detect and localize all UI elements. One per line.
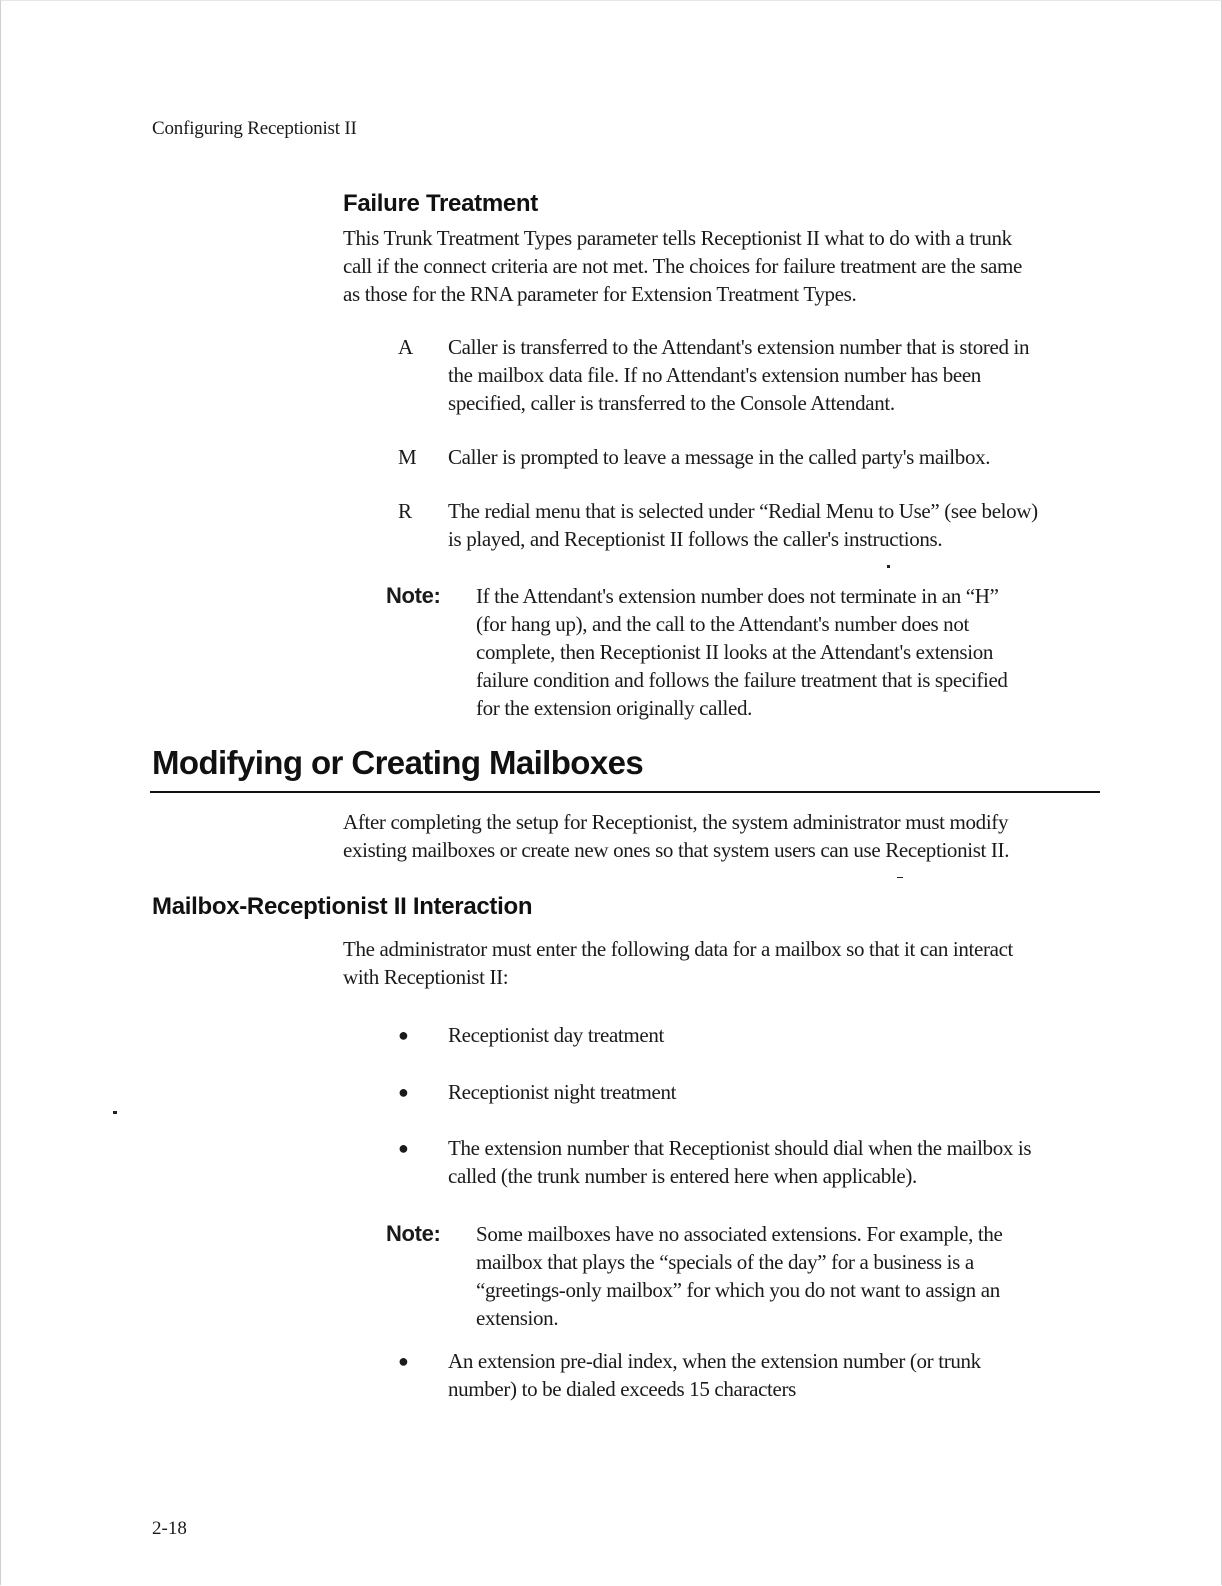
option-line: specified, caller is transferred to the Console Attendant. xyxy=(448,391,895,415)
note-line: Some mailboxes have no associated extensions. For example, the xyxy=(476,1222,1003,1246)
option-line: the mailbox data file. If no Attendant's extension number has been xyxy=(448,363,981,387)
note-line: “greetings-only mailbox” for which you do not want to assign an xyxy=(476,1278,1000,1302)
scan-speck xyxy=(113,1111,117,1114)
failure-treatment-heading: Failure Treatment xyxy=(343,190,538,217)
note-line: complete, then Receptionist II looks at the Attendant's extension xyxy=(476,640,993,664)
note-line: (for hang up), and the call to the Attendant's number does not xyxy=(476,612,969,636)
option-key: A xyxy=(398,335,413,359)
paragraph-line: This Trunk Treatment Types parameter tells Receptionist II what to do with a trunk xyxy=(343,226,1012,250)
note-line: for the extension originally called. xyxy=(476,696,753,720)
option-line: Caller is prompted to leave a message in the called party's mailbox. xyxy=(448,445,991,469)
note-line: extension. xyxy=(476,1306,559,1330)
option-text xyxy=(448,333,1098,417)
option-key: M xyxy=(398,445,417,469)
interaction-intro xyxy=(343,935,1123,991)
note-line: If the Attendant's extension number does not terminate in an “H” xyxy=(476,584,999,608)
paragraph-line: as those for the RNA parameter for Extension Treatment Types. xyxy=(343,282,857,306)
bullet-text xyxy=(448,1021,1098,1049)
option-line: is played, and Receptionist II follows the caller's instructions. xyxy=(448,527,943,551)
note-text xyxy=(476,1220,1076,1332)
option-text xyxy=(448,497,1098,553)
interaction-heading: Mailbox-Receptionist II Interaction xyxy=(152,893,533,920)
running-header: Configuring Receptionist II xyxy=(152,118,357,139)
paragraph-line: call if the connect criteria are not met. The choices for failure treatment are the same xyxy=(343,254,1022,278)
bullet-glyph: ● xyxy=(398,1025,409,1045)
bullet-glyph: ● xyxy=(398,1138,409,1158)
failure-treatment-intro xyxy=(343,224,1123,308)
bullet-glyph: ● xyxy=(398,1351,409,1371)
note-label: Note: xyxy=(386,583,441,608)
scan-speck xyxy=(897,877,903,878)
note-text xyxy=(476,582,1076,722)
bullet-line: The extension number that Receptionist should dial when the mailbox is xyxy=(448,1136,1032,1160)
bullet-line: Receptionist night treatment xyxy=(448,1080,677,1104)
bullet-text xyxy=(448,1078,1098,1106)
option-line: The redial menu that is selected under “Redial Menu to Use” (see below) xyxy=(448,499,1038,523)
paragraph-line: existing mailboxes or create new ones so that system users can use Receptionist II. xyxy=(343,838,1010,862)
bullet-line: number) to be dialed exceeds 15 characters xyxy=(448,1377,796,1401)
note-line: mailbox that plays the “specials of the day” for a business is a xyxy=(476,1250,974,1274)
note-label: Note: xyxy=(386,1221,441,1246)
bullet-glyph: ● xyxy=(398,1082,409,1102)
bullet-line: An extension pre-dial index, when the extension number (or trunk xyxy=(448,1349,981,1373)
section-heading-modifying-mailboxes: Modifying or Creating Mailboxes xyxy=(152,744,644,781)
modifying-intro xyxy=(343,808,1123,864)
option-key: R xyxy=(398,499,412,523)
paragraph-line: After completing the setup for Receptionist, the system administrator must modify xyxy=(343,810,1009,834)
bullet-text xyxy=(448,1347,1098,1403)
paragraph-line: The administrator must enter the following data for a mailbox so that it can interact xyxy=(343,937,1014,961)
bullet-line: Receptionist day treatment xyxy=(448,1023,664,1047)
bullet-line: called (the trunk number is entered here when applicable). xyxy=(448,1164,917,1188)
section-heading-rule xyxy=(150,791,1100,793)
page-number: 2-18 xyxy=(152,1518,187,1539)
note-line: failure condition and follows the failure treatment that is specified xyxy=(476,668,1008,692)
bullet-text xyxy=(448,1134,1098,1190)
option-line: Caller is transferred to the Attendant's extension number that is stored in xyxy=(448,335,1030,359)
scan-speck xyxy=(887,565,890,568)
paragraph-line: with Receptionist II: xyxy=(343,965,509,989)
option-text xyxy=(448,443,1098,471)
